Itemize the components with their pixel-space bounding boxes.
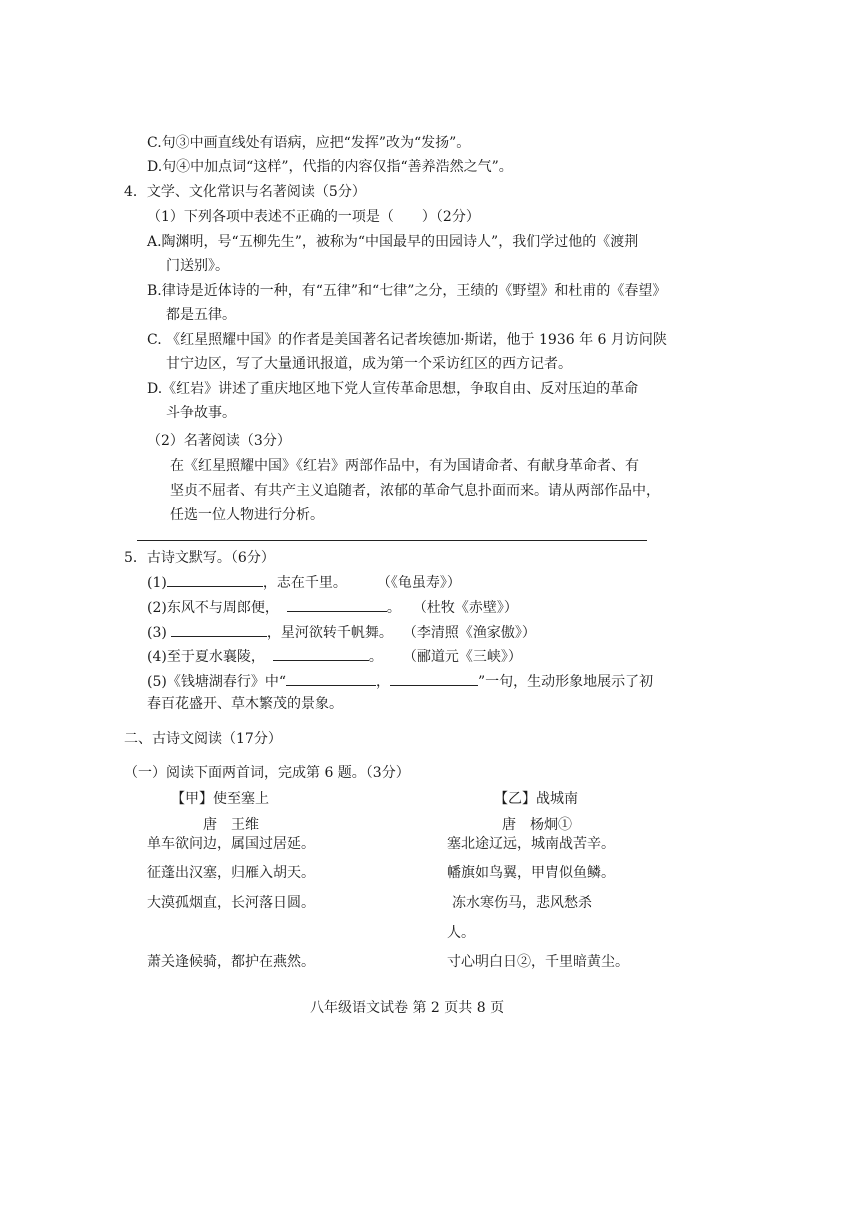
q4-option-b: B.律诗是近体诗的一种，有“五律”和“七律”之分，王绩的《野望》和杜甫的《春望》: [147, 283, 667, 299]
q4-option-c: C. 《红星照耀中国》的作者是美国著名记者埃德加·斯诺，他于 1936 年 6 月访问陕: [147, 332, 667, 348]
q4-part1-stem: （1）下列各项中表述不正确的一项是（ ）（2分）: [147, 209, 480, 225]
poem-a-line: 单车欲问边，属国过居延。: [147, 836, 315, 852]
answer-line[interactable]: [137, 540, 647, 541]
poem-a-title: 【甲】使至塞上: [171, 791, 269, 807]
section-2-sub-1: （一）阅读下面两首词，完成第 6 题。（3分）: [124, 765, 410, 781]
poem-b-line: 幡旗如鸟翼，甲胄似鱼鳞。: [447, 865, 615, 881]
q5-item-4: (4)至于夏水襄陵， 。 （郦道元《三峡》）: [147, 646, 522, 667]
q4-option-d: D.《红岩》讲述了重庆地区地下党人宣传革命思想，争取自由、反对压迫的革命: [147, 381, 639, 397]
poem-a-author: 唐 王维: [203, 817, 259, 833]
q5-item-3: (3) ，星河欲转千帆舞。 （李清照《渔家傲》）: [147, 622, 536, 643]
q5-item-5-cont: 春百花盛开、草木繁茂的景象。: [147, 696, 343, 712]
section-2-heading: 二、古诗文阅读（17分）: [124, 731, 282, 747]
poem-a-line: 萧关逢候骑，都护在燕然。: [147, 954, 315, 970]
poem-a-line: 征蓬出汉塞，归雁入胡天。: [147, 865, 315, 881]
q4-option-c-cont: 甘宁边区，写了大量通讯报道，成为第一个采访红区的西方记者。: [166, 356, 572, 372]
q4-part2-stem: （2）名著阅读（3分）: [147, 433, 291, 449]
fill-blank[interactable]: [390, 671, 478, 686]
poem-b-line: 塞北途辽远，城南战苦辛。: [447, 836, 615, 852]
fill-blank[interactable]: [171, 622, 267, 637]
q4-option-b-cont: 都是五律。: [166, 307, 236, 323]
poem-b-line: 冻水寒伤马，悲风愁杀: [452, 895, 592, 911]
fill-blank[interactable]: [287, 597, 387, 612]
q4-part2-line2: 坚贞不屈者、有共产主义追随者，浓郁的革命气息扑面而来。请从两部作品中，: [170, 483, 660, 499]
q5-item-5: (5)《钱塘湖春行》中“ ， ”一句，生动形象地展示了初: [147, 671, 653, 692]
poem-b-line: 人。: [447, 925, 475, 941]
q5-item-1: (1) ，志在千里。 （《龟虽寿》）: [147, 572, 461, 593]
fill-blank[interactable]: [273, 646, 369, 661]
q5-item-2: (2)东风不与周郎便， 。 （杜牧《赤壁》）: [147, 597, 518, 618]
q3-option-d: D.句④中加点词“这样”，代指的内容仅指“善养浩然之气”。: [147, 159, 513, 175]
q4-option-a: A.陶渊明，号“五柳先生”，被称为“中国最早的田园诗人”，我们学过他的《渡荆: [147, 234, 639, 250]
poem-b-line: 寸心明白日②，千里暗黄尘。: [447, 954, 629, 970]
poem-b-title: 【乙】战城南: [494, 791, 578, 807]
poem-a-line: 大漠孤烟直，长河落日圆。: [147, 895, 315, 911]
page-footer: 八年级语文试卷 第 2 页共 8 页: [310, 1000, 505, 1016]
q3-option-c: C.句③中画直线处有语病，应把“发挥”改为“发扬”。: [147, 135, 471, 151]
fill-blank[interactable]: [286, 671, 376, 686]
q4-part2-line3: 任选一位人物进行分析。: [170, 507, 324, 523]
fill-blank[interactable]: [167, 572, 263, 587]
q4-option-d-cont: 斗争故事。: [166, 405, 236, 421]
q5-heading: 5．古诗文默写。（6分）: [124, 550, 275, 566]
q4-option-a-cont: 门送别》。: [166, 258, 229, 274]
poem-b-author: 唐 杨炯①: [502, 817, 572, 833]
q4-heading: 4．文学、文化常识与名著阅读（5分）: [124, 184, 366, 200]
q4-part2-line1: 在《红星照耀中国》《红岩》两部作品中，有为国请命者、有献身革命者、有: [170, 458, 639, 474]
